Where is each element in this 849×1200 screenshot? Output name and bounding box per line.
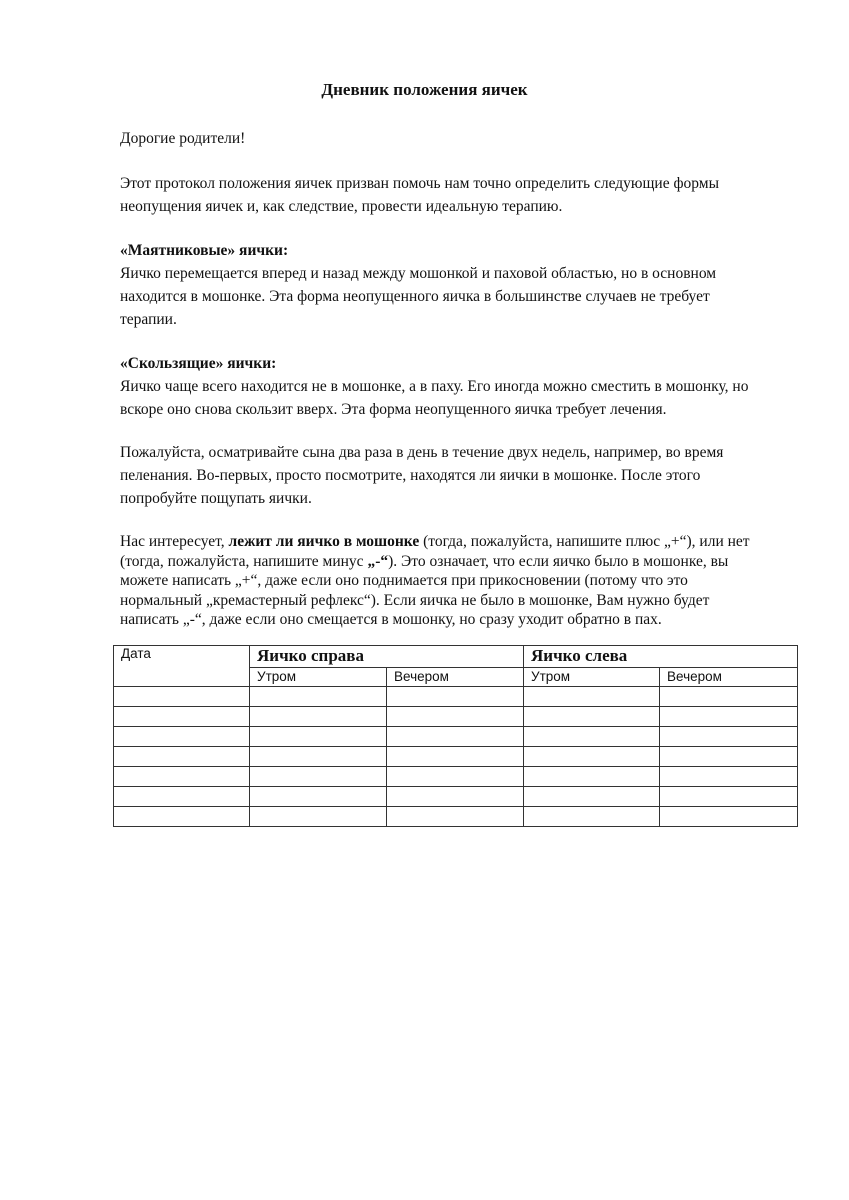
left-evening-header: Вечером	[660, 667, 798, 686]
table-row	[114, 727, 798, 747]
table-header-row	[114, 646, 798, 668]
left-evening-cell[interactable]	[660, 747, 798, 767]
instructions-paragraph: Пожалуйста, осматривайте сына два раза в день в течение двух недель, например, во время пеленания. Во-первых, просто посмотрите, находятся ли яички в мошонке. После этого попробуйте пощупать яички.	[120, 444, 724, 507]
date-cell[interactable]	[114, 807, 250, 827]
left-evening-cell[interactable]	[660, 787, 798, 807]
right-morning-cell[interactable]	[250, 807, 387, 827]
interest-bold-2: „-“	[367, 552, 389, 570]
date-cell[interactable]	[114, 727, 250, 747]
pendulum-text: Яичко перемещается вперед и назад между мошонкой и паховой областью, но в основном находится в мошонке. Эта форма неопущенного яичка в большинстве случаев не требует терапии.	[120, 265, 717, 328]
right-morning-cell[interactable]	[250, 707, 387, 727]
interest-text-3: ). Это означает, что если яичко было в мошонке, вы можете написать „+“, даже если оно поднимается при прикосновении (потому что это нормальный „кремастерный рефлекс“). Если яичка не было в мошонке, Вам нужно будет написать „-“, даже если оно смещается в мошонку, но сразу уходит обратно в пах.	[120, 552, 729, 628]
right-testicle-header: Яичко справа	[250, 646, 524, 668]
right-evening-cell[interactable]	[387, 767, 524, 787]
right-morning-cell[interactable]	[250, 767, 387, 787]
right-evening-cell[interactable]	[387, 687, 524, 707]
left-evening-cell[interactable]	[660, 767, 798, 787]
left-morning-cell[interactable]	[524, 687, 660, 707]
left-morning-cell[interactable]	[524, 707, 660, 727]
interest-text-2: (тогда, пожалуйста, напишите плюс „+“), или нет (тогда, пожалуйста, напишите минус	[120, 533, 750, 570]
page-title: Дневник положения яичек	[321, 80, 528, 99]
right-evening-cell[interactable]	[387, 807, 524, 827]
left-morning-cell[interactable]	[524, 727, 660, 747]
table-row	[114, 787, 798, 807]
right-morning-cell[interactable]	[250, 747, 387, 767]
left-morning-cell[interactable]	[524, 807, 660, 827]
right-evening-cell[interactable]	[387, 707, 524, 727]
left-evening-cell[interactable]	[660, 727, 798, 747]
right-morning-cell[interactable]	[250, 727, 387, 747]
diary-table-body	[114, 687, 798, 827]
date-header: Дата	[114, 646, 250, 687]
left-evening-cell[interactable]	[660, 707, 798, 727]
table-row	[114, 767, 798, 787]
left-morning-cell[interactable]	[524, 747, 660, 767]
date-cell[interactable]	[114, 687, 250, 707]
right-evening-cell[interactable]	[387, 747, 524, 767]
right-morning-cell[interactable]	[250, 687, 387, 707]
pendulum-heading: «Маятниковые» яички:	[120, 242, 289, 259]
left-morning-cell[interactable]	[524, 767, 660, 787]
right-evening-cell[interactable]	[387, 787, 524, 807]
intro-paragraph: Этот протокол положения яичек призван помочь нам точно определить следующие формы неопущения яичек и, как следствие, провести идеальную терапию.	[120, 175, 719, 215]
gliding-section	[120, 352, 760, 421]
table-row	[114, 707, 798, 727]
interest-paragraph	[120, 532, 760, 630]
gliding-heading: «Скользящие» яички:	[120, 355, 277, 372]
table-row	[114, 807, 798, 827]
left-morning-cell[interactable]	[524, 787, 660, 807]
left-evening-cell[interactable]	[660, 807, 798, 827]
left-morning-header: Утром	[524, 667, 660, 686]
date-cell[interactable]	[114, 767, 250, 787]
left-evening-cell[interactable]	[660, 687, 798, 707]
right-evening-header: Вечером	[387, 667, 524, 686]
right-morning-cell[interactable]	[250, 787, 387, 807]
table-row	[114, 687, 798, 707]
interest-text-1: Нас интересует,	[120, 533, 229, 550]
diary-table	[113, 645, 798, 827]
pendulum-section	[120, 239, 760, 331]
greeting: Дорогие родители!	[120, 130, 246, 147]
date-cell[interactable]	[114, 707, 250, 727]
date-cell[interactable]	[114, 747, 250, 767]
interest-bold-1: лежит ли яичко в мошонке	[228, 533, 420, 550]
date-cell[interactable]	[114, 787, 250, 807]
table-row	[114, 747, 798, 767]
gliding-text: Яичко чаще всего находится не в мошонке, а в паху. Его иногда можно сместить в мошонку, но вскоре оно снова скользит вверх. Эта форма неопущенного яичка требует лечения.	[120, 378, 749, 418]
right-evening-cell[interactable]	[387, 727, 524, 747]
right-morning-header: Утром	[250, 667, 387, 686]
left-testicle-header: Яичко слева	[524, 646, 798, 668]
